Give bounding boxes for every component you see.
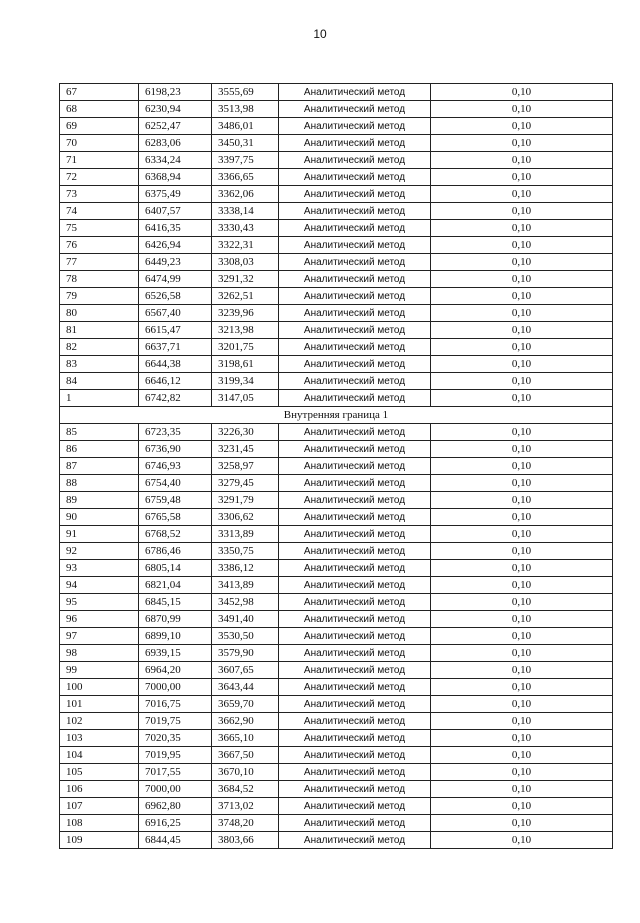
y-coordinate-cell: 3486,01 [212,118,279,135]
table-row [60,237,613,254]
x-coordinate-cell: 6637,71 [139,339,212,356]
x-coordinate-cell: 6646,12 [139,373,212,390]
table-row [60,220,613,237]
table-row [60,543,613,560]
table-row [60,322,613,339]
point-number-cell: 67 [60,84,139,101]
point-number-cell: 77 [60,254,139,271]
method-cell: Аналитический метод [279,679,431,696]
accuracy-cell: 0,10 [431,101,613,118]
y-coordinate-cell: 3665,10 [212,730,279,747]
point-number-cell: 99 [60,662,139,679]
x-coordinate-cell: 6746,93 [139,458,212,475]
point-number-cell: 87 [60,458,139,475]
point-number-cell: 82 [60,339,139,356]
method-cell: Аналитический метод [279,169,431,186]
point-number-cell: 83 [60,356,139,373]
x-coordinate-cell: 6368,94 [139,169,212,186]
method-cell: Аналитический метод [279,577,431,594]
x-coordinate-cell: 6334,24 [139,152,212,169]
x-coordinate-cell: 6805,14 [139,560,212,577]
table-row [60,679,613,696]
y-coordinate-cell: 3450,31 [212,135,279,152]
point-number-cell: 108 [60,815,139,832]
table-row [60,662,613,679]
method-cell: Аналитический метод [279,815,431,832]
table-row [60,526,613,543]
x-coordinate-cell: 7017,55 [139,764,212,781]
accuracy-cell: 0,10 [431,713,613,730]
x-coordinate-cell: 6615,47 [139,322,212,339]
point-number-cell: 84 [60,373,139,390]
x-coordinate-cell: 6198,23 [139,84,212,101]
method-cell: Аналитический метод [279,509,431,526]
table-row [60,373,613,390]
y-coordinate-cell: 3313,89 [212,526,279,543]
accuracy-cell: 0,10 [431,696,613,713]
x-coordinate-cell: 6768,52 [139,526,212,543]
accuracy-cell: 0,10 [431,832,613,849]
method-cell: Аналитический метод [279,220,431,237]
point-number-cell: 91 [60,526,139,543]
y-coordinate-cell: 3413,89 [212,577,279,594]
x-coordinate-cell: 6526,58 [139,288,212,305]
method-cell: Аналитический метод [279,288,431,305]
accuracy-cell: 0,10 [431,441,613,458]
coordinates-table [59,83,613,849]
y-coordinate-cell: 3713,02 [212,798,279,815]
point-number-cell: 72 [60,169,139,186]
table-row [60,747,613,764]
accuracy-cell: 0,10 [431,84,613,101]
accuracy-cell: 0,10 [431,390,613,407]
point-number-cell: 95 [60,594,139,611]
y-coordinate-cell: 3308,03 [212,254,279,271]
point-number-cell: 85 [60,424,139,441]
point-number-cell: 73 [60,186,139,203]
point-number-cell: 105 [60,764,139,781]
page-number: 10 [313,27,327,41]
method-cell: Аналитический метод [279,305,431,322]
x-coordinate-cell: 6821,04 [139,577,212,594]
table-row [60,713,613,730]
point-number-cell: 97 [60,628,139,645]
table-row [60,798,613,815]
method-cell: Аналитический метод [279,662,431,679]
point-number-cell: 68 [60,101,139,118]
method-cell: Аналитический метод [279,747,431,764]
table-row [60,781,613,798]
accuracy-cell: 0,10 [431,628,613,645]
y-coordinate-cell: 3291,79 [212,492,279,509]
accuracy-cell: 0,10 [431,152,613,169]
y-coordinate-cell: 3803,66 [212,832,279,849]
point-number-cell: 1 [60,390,139,407]
table-row [60,186,613,203]
x-coordinate-cell: 7019,75 [139,713,212,730]
method-cell: Аналитический метод [279,339,431,356]
point-number-cell: 96 [60,611,139,628]
coordinates-table-body [60,84,613,849]
accuracy-cell: 0,10 [431,764,613,781]
y-coordinate-cell: 3338,14 [212,203,279,220]
method-cell: Аналитический метод [279,186,431,203]
table-row [60,645,613,662]
accuracy-cell: 0,10 [431,645,613,662]
accuracy-cell: 0,10 [431,424,613,441]
method-cell: Аналитический метод [279,798,431,815]
x-coordinate-cell: 7019,95 [139,747,212,764]
point-number-cell: 107 [60,798,139,815]
x-coordinate-cell: 6736,90 [139,441,212,458]
x-coordinate-cell: 6765,58 [139,509,212,526]
y-coordinate-cell: 3291,32 [212,271,279,288]
table-row [60,271,613,288]
accuracy-cell: 0,10 [431,288,613,305]
y-coordinate-cell: 3386,12 [212,560,279,577]
y-coordinate-cell: 3607,65 [212,662,279,679]
point-number-cell: 78 [60,271,139,288]
point-number-cell: 71 [60,152,139,169]
y-coordinate-cell: 3659,70 [212,696,279,713]
table-row [60,458,613,475]
accuracy-cell: 0,10 [431,492,613,509]
method-cell: Аналитический метод [279,390,431,407]
accuracy-cell: 0,10 [431,203,613,220]
y-coordinate-cell: 3306,62 [212,509,279,526]
accuracy-cell: 0,10 [431,611,613,628]
method-cell: Аналитический метод [279,84,431,101]
point-number-cell: 80 [60,305,139,322]
point-number-cell: 81 [60,322,139,339]
y-coordinate-cell: 3239,96 [212,305,279,322]
method-cell: Аналитический метод [279,611,431,628]
y-coordinate-cell: 3366,65 [212,169,279,186]
method-cell: Аналитический метод [279,781,431,798]
y-coordinate-cell: 3579,90 [212,645,279,662]
table-row [60,730,613,747]
x-coordinate-cell: 6283,06 [139,135,212,152]
point-number-cell: 89 [60,492,139,509]
x-coordinate-cell: 6407,57 [139,203,212,220]
table-row [60,84,613,101]
x-coordinate-cell: 6939,15 [139,645,212,662]
accuracy-cell: 0,10 [431,526,613,543]
y-coordinate-cell: 3198,61 [212,356,279,373]
table-row [60,424,613,441]
x-coordinate-cell: 6567,40 [139,305,212,322]
point-number-cell: 109 [60,832,139,849]
y-coordinate-cell: 3491,40 [212,611,279,628]
table-row [60,203,613,220]
x-coordinate-cell: 6899,10 [139,628,212,645]
table-row [60,492,613,509]
accuracy-cell: 0,10 [431,186,613,203]
point-number-cell: 75 [60,220,139,237]
table-row [60,169,613,186]
x-coordinate-cell: 6742,82 [139,390,212,407]
method-cell: Аналитический метод [279,441,431,458]
method-cell: Аналитический метод [279,118,431,135]
method-cell: Аналитический метод [279,237,431,254]
y-coordinate-cell: 3199,34 [212,373,279,390]
x-coordinate-cell: 6644,38 [139,356,212,373]
section-title: Внутренняя граница 1 [60,407,613,424]
table-row [60,611,613,628]
table-row [60,815,613,832]
point-number-cell: 92 [60,543,139,560]
method-cell: Аналитический метод [279,101,431,118]
accuracy-cell: 0,10 [431,679,613,696]
table-row [60,101,613,118]
method-cell: Аналитический метод [279,764,431,781]
point-number-cell: 88 [60,475,139,492]
y-coordinate-cell: 3555,69 [212,84,279,101]
y-coordinate-cell: 3513,98 [212,101,279,118]
accuracy-cell: 0,10 [431,169,613,186]
y-coordinate-cell: 3670,10 [212,764,279,781]
method-cell: Аналитический метод [279,492,431,509]
table-row [60,475,613,492]
accuracy-cell: 0,10 [431,543,613,560]
table-row [60,288,613,305]
table-row [60,577,613,594]
x-coordinate-cell: 7020,35 [139,730,212,747]
method-cell: Аналитический метод [279,594,431,611]
accuracy-cell: 0,10 [431,594,613,611]
accuracy-cell: 0,10 [431,577,613,594]
accuracy-cell: 0,10 [431,271,613,288]
x-coordinate-cell: 6844,45 [139,832,212,849]
table-row [60,356,613,373]
y-coordinate-cell: 3231,45 [212,441,279,458]
method-cell: Аналитический метод [279,832,431,849]
table-row [60,509,613,526]
accuracy-cell: 0,10 [431,458,613,475]
method-cell: Аналитический метод [279,543,431,560]
point-number-cell: 100 [60,679,139,696]
accuracy-cell: 0,10 [431,662,613,679]
y-coordinate-cell: 3350,75 [212,543,279,560]
method-cell: Аналитический метод [279,730,431,747]
method-cell: Аналитический метод [279,645,431,662]
y-coordinate-cell: 3322,31 [212,237,279,254]
x-coordinate-cell: 6474,99 [139,271,212,288]
method-cell: Аналитический метод [279,203,431,220]
method-cell: Аналитический метод [279,254,431,271]
accuracy-cell: 0,10 [431,798,613,815]
table-row [60,696,613,713]
method-cell: Аналитический метод [279,152,431,169]
accuracy-cell: 0,10 [431,305,613,322]
y-coordinate-cell: 3362,06 [212,186,279,203]
accuracy-cell: 0,10 [431,118,613,135]
y-coordinate-cell: 3213,98 [212,322,279,339]
accuracy-cell: 0,10 [431,560,613,577]
x-coordinate-cell: 6723,35 [139,424,212,441]
point-number-cell: 94 [60,577,139,594]
y-coordinate-cell: 3201,75 [212,339,279,356]
y-coordinate-cell: 3397,75 [212,152,279,169]
point-number-cell: 69 [60,118,139,135]
table-row [60,390,613,407]
x-coordinate-cell: 6449,23 [139,254,212,271]
x-coordinate-cell: 6870,99 [139,611,212,628]
point-number-cell: 101 [60,696,139,713]
y-coordinate-cell: 3530,50 [212,628,279,645]
point-number-cell: 79 [60,288,139,305]
point-number-cell: 86 [60,441,139,458]
table-row [60,254,613,271]
y-coordinate-cell: 3662,90 [212,713,279,730]
y-coordinate-cell: 3226,30 [212,424,279,441]
x-coordinate-cell: 6426,94 [139,237,212,254]
accuracy-cell: 0,10 [431,339,613,356]
x-coordinate-cell: 6230,94 [139,101,212,118]
point-number-cell: 93 [60,560,139,577]
accuracy-cell: 0,10 [431,509,613,526]
point-number-cell: 106 [60,781,139,798]
accuracy-cell: 0,10 [431,747,613,764]
method-cell: Аналитический метод [279,271,431,288]
x-coordinate-cell: 6964,20 [139,662,212,679]
point-number-cell: 70 [60,135,139,152]
x-coordinate-cell: 6375,49 [139,186,212,203]
y-coordinate-cell: 3748,20 [212,815,279,832]
y-coordinate-cell: 3684,52 [212,781,279,798]
y-coordinate-cell: 3258,97 [212,458,279,475]
accuracy-cell: 0,10 [431,237,613,254]
x-coordinate-cell: 6916,25 [139,815,212,832]
method-cell: Аналитический метод [279,560,431,577]
point-number-cell: 98 [60,645,139,662]
y-coordinate-cell: 3279,45 [212,475,279,492]
point-number-cell: 102 [60,713,139,730]
table-row [60,628,613,645]
x-coordinate-cell: 6759,48 [139,492,212,509]
x-coordinate-cell: 6416,35 [139,220,212,237]
method-cell: Аналитический метод [279,713,431,730]
y-coordinate-cell: 3147,05 [212,390,279,407]
method-cell: Аналитический метод [279,526,431,543]
point-number-cell: 90 [60,509,139,526]
accuracy-cell: 0,10 [431,781,613,798]
y-coordinate-cell: 3330,43 [212,220,279,237]
accuracy-cell: 0,10 [431,373,613,390]
method-cell: Аналитический метод [279,628,431,645]
accuracy-cell: 0,10 [431,322,613,339]
x-coordinate-cell: 6845,15 [139,594,212,611]
accuracy-cell: 0,10 [431,815,613,832]
table-row [60,339,613,356]
x-coordinate-cell: 7000,00 [139,679,212,696]
x-coordinate-cell: 7000,00 [139,781,212,798]
x-coordinate-cell: 6252,47 [139,118,212,135]
table-row [60,118,613,135]
table-row [60,560,613,577]
point-number-cell: 103 [60,730,139,747]
method-cell: Аналитический метод [279,373,431,390]
x-coordinate-cell: 6754,40 [139,475,212,492]
method-cell: Аналитический метод [279,458,431,475]
x-coordinate-cell: 6962,80 [139,798,212,815]
method-cell: Аналитический метод [279,696,431,713]
x-coordinate-cell: 7016,75 [139,696,212,713]
method-cell: Аналитический метод [279,424,431,441]
table-row [60,832,613,849]
table-row [60,135,613,152]
table-row [60,764,613,781]
accuracy-cell: 0,10 [431,254,613,271]
table-row [60,441,613,458]
table-row [60,305,613,322]
accuracy-cell: 0,10 [431,356,613,373]
point-number-cell: 104 [60,747,139,764]
table-row [60,152,613,169]
y-coordinate-cell: 3452,98 [212,594,279,611]
method-cell: Аналитический метод [279,475,431,492]
y-coordinate-cell: 3262,51 [212,288,279,305]
point-number-cell: 76 [60,237,139,254]
method-cell: Аналитический метод [279,356,431,373]
x-coordinate-cell: 6786,46 [139,543,212,560]
method-cell: Аналитический метод [279,322,431,339]
point-number-cell: 74 [60,203,139,220]
section-row [60,407,613,424]
method-cell: Аналитический метод [279,135,431,152]
accuracy-cell: 0,10 [431,730,613,747]
table-row [60,594,613,611]
y-coordinate-cell: 3667,50 [212,747,279,764]
y-coordinate-cell: 3643,44 [212,679,279,696]
accuracy-cell: 0,10 [431,135,613,152]
accuracy-cell: 0,10 [431,475,613,492]
accuracy-cell: 0,10 [431,220,613,237]
